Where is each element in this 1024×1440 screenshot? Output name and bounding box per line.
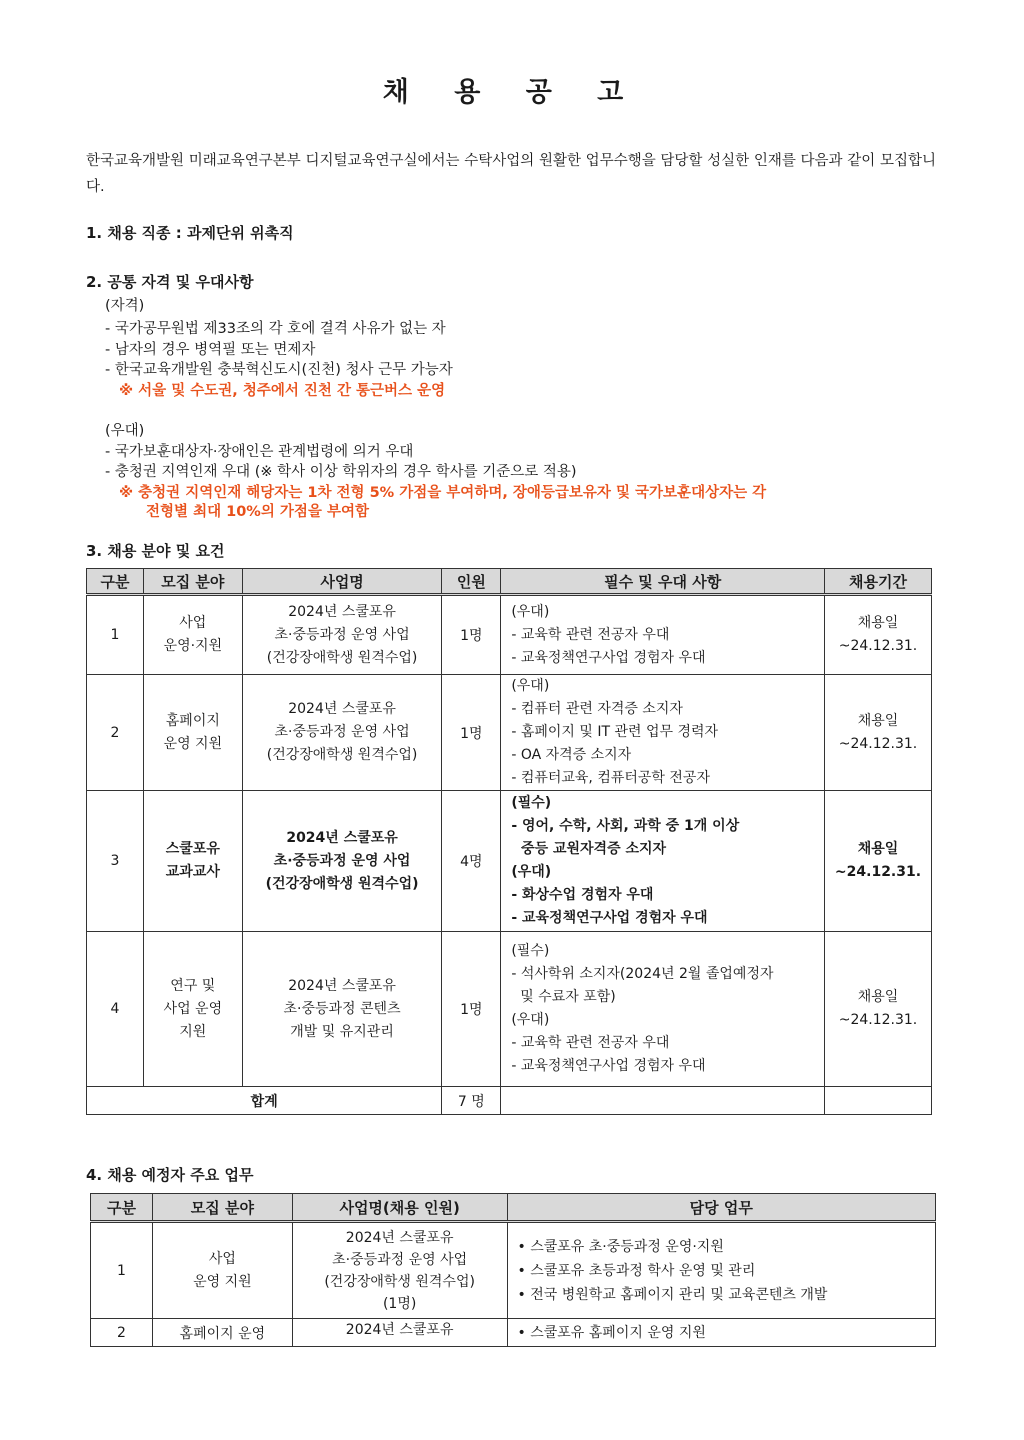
commute-bus-note: ※ 서울 및 수도권, 청주에서 진천 간 통근버스 운영 bbox=[119, 383, 446, 399]
header-field: 모집 분야 bbox=[143, 569, 242, 595]
row-field bbox=[143, 932, 242, 1087]
page-title: 채 용 공 고 bbox=[382, 77, 642, 108]
project-line: 초·중등과정 운영 사업 bbox=[332, 1251, 468, 1268]
qualification-label: (자격) bbox=[105, 298, 145, 314]
duties-header-no: 구분 bbox=[91, 1194, 153, 1222]
project-line: (건강장애학생 원격수업) bbox=[266, 747, 418, 763]
duties-header-duties: 담당 업무 bbox=[507, 1194, 935, 1222]
header-project: 사업명 bbox=[242, 569, 442, 595]
row-field bbox=[143, 675, 242, 791]
field-line: 교과교사 bbox=[165, 864, 220, 880]
period-line: 채용일 bbox=[857, 615, 899, 631]
req-line: - OA 자격증 소지자 bbox=[511, 747, 632, 763]
field-line: 운영 지원 bbox=[193, 1273, 252, 1290]
row-field bbox=[143, 791, 242, 932]
row-count: 1명 bbox=[442, 595, 501, 675]
field-line: 스쿨포유 bbox=[165, 841, 220, 857]
field-line: 사업 운영 bbox=[163, 1000, 223, 1017]
req-line: - 교육학 관련 전공자 우대 bbox=[511, 1035, 670, 1051]
bonus-note-line2: 전형별 최대 10%의 가점을 부여함 bbox=[146, 504, 369, 520]
req-line: - 교육정책연구사업 경험자 우대 bbox=[511, 649, 706, 666]
req-line: 중등 교원자격증 소지자 bbox=[511, 841, 667, 857]
row-project bbox=[242, 932, 442, 1087]
section1-heading: 1. 채용 직종 : 과제단위 위촉직 bbox=[86, 224, 294, 242]
row-requirements bbox=[501, 932, 825, 1087]
project-line: (건강장애학생 원격수업) bbox=[265, 875, 419, 892]
project-line: 2024년 스쿨포유 bbox=[286, 829, 398, 846]
section4-heading: 4. 채용 예정자 주요 업무 bbox=[86, 1166, 254, 1184]
row-period bbox=[825, 932, 932, 1087]
req-line: (우대) bbox=[511, 1012, 550, 1028]
period-line: 채용일 bbox=[857, 712, 899, 729]
total-label: 합계 bbox=[87, 1087, 442, 1115]
row-count: 1명 bbox=[442, 932, 501, 1087]
table-row bbox=[91, 1319, 936, 1347]
row-requirements bbox=[501, 595, 825, 675]
req-line: - 교육학 관련 전공자 우대 bbox=[511, 626, 670, 643]
field-line: 홈페이지 bbox=[165, 712, 220, 729]
duty-item: • 스쿨포유 홈페이지 운영 지원 bbox=[517, 1324, 706, 1341]
project-line: 2024년 스쿨포유 bbox=[288, 603, 396, 620]
period-line: 채용일 bbox=[857, 989, 899, 1005]
project-line: (건강장애학생 원격수업) bbox=[266, 649, 418, 666]
row-period bbox=[825, 675, 932, 791]
table-row bbox=[91, 1222, 936, 1319]
section2-heading: 2. 공통 자격 및 우대사항 bbox=[86, 273, 254, 291]
duties-header-project: 사업명(채용 인원) bbox=[292, 1194, 507, 1222]
req-line: (우대) bbox=[511, 678, 550, 694]
intro-paragraph: 한국교육개발원 미래교육연구본부 디지털교육연구실에서는 수탁사업의 원활한 업무수행을 담당할 성실한 인재를 다음과 같이 모집합니다. bbox=[86, 153, 936, 195]
req-line: - 컴퓨터교육, 컴퓨터공학 전공자 bbox=[511, 770, 710, 786]
duty-item: • 전국 병원학교 홈페이지 관리 및 교육콘텐츠 개발 bbox=[517, 1286, 828, 1303]
req-line: (우대) bbox=[511, 864, 552, 880]
period-line: 채용일 bbox=[857, 841, 899, 857]
period-line: ~24.12.31. bbox=[834, 864, 922, 880]
project-line: (건강장애학생 원격수업) bbox=[324, 1273, 475, 1290]
table-row bbox=[87, 791, 932, 932]
row-no: 2 bbox=[91, 1319, 153, 1347]
req-line: - 컴퓨터 관련 자격증 소지자 bbox=[511, 701, 683, 717]
field-line: 지원 bbox=[179, 1023, 207, 1040]
req-line: - 교육정책연구사업 경험자 우대 bbox=[511, 910, 708, 926]
qualification-item: - 남자의 경우 병역필 또는 면제자 bbox=[105, 342, 316, 358]
req-line: - 영어, 수학, 사회, 과학 중 1개 이상 bbox=[511, 818, 740, 834]
project-line: 2024년 스쿨포유 bbox=[345, 1229, 454, 1246]
table-row bbox=[87, 595, 932, 675]
row-project bbox=[242, 791, 442, 932]
row-field: 홈페이지 운영 bbox=[152, 1319, 292, 1347]
row-duties bbox=[507, 1319, 935, 1347]
recruitment-table bbox=[86, 568, 932, 1115]
project-line: 2024년 스쿨포유 bbox=[288, 701, 396, 717]
row-period bbox=[825, 791, 932, 932]
row-duties bbox=[507, 1222, 935, 1319]
field-line: 사업 bbox=[208, 1250, 236, 1267]
row-field bbox=[152, 1222, 292, 1319]
row-field bbox=[143, 595, 242, 675]
total-row bbox=[87, 1087, 932, 1115]
preference-label: (우대) bbox=[105, 423, 145, 439]
table-row bbox=[87, 932, 932, 1087]
qualification-item: - 한국교육개발원 충북혁신도시(진천) 청사 근무 가능자 bbox=[105, 362, 453, 378]
row-no: 3 bbox=[87, 791, 144, 932]
req-line: 및 수료자 포함) bbox=[511, 989, 616, 1005]
row-project bbox=[242, 675, 442, 791]
project-line: 초·중등과정 콘텐츠 bbox=[283, 1000, 401, 1017]
req-line: - 교육정책연구사업 경험자 우대 bbox=[511, 1058, 706, 1074]
req-line: - 석사학위 소지자(2024년 2월 졸업예정자 bbox=[511, 966, 774, 982]
row-requirements bbox=[501, 791, 825, 932]
row-no: 2 bbox=[87, 675, 144, 791]
req-line: - 화상수업 경험자 우대 bbox=[511, 887, 654, 903]
duties-table bbox=[90, 1193, 936, 1347]
project-line: 초·중등과정 운영 사업 bbox=[274, 626, 410, 643]
project-line: 개발 및 유지관리 bbox=[290, 1023, 394, 1040]
field-line: 운영·지원 bbox=[163, 638, 223, 654]
preference-item: - 국가보훈대상자·장애인은 관계법령에 의거 우대 bbox=[105, 444, 414, 460]
field-line: 연구 및 bbox=[170, 977, 216, 994]
qualification-item: - 국가공무원법 제33조의 각 호에 결격 사유가 없는 자 bbox=[105, 321, 446, 337]
row-project bbox=[292, 1222, 507, 1319]
req-line: (우대) bbox=[511, 603, 550, 620]
row-period bbox=[825, 595, 932, 675]
project-line: (1명) bbox=[382, 1295, 417, 1312]
header-count: 인원 bbox=[442, 569, 501, 595]
row-no: 1 bbox=[87, 595, 144, 675]
row-project: 2024년 스쿨포유 bbox=[292, 1319, 507, 1347]
row-count: 4명 bbox=[442, 791, 501, 932]
duty-item: • 스쿨포유 초·중등과정 운영·지원 bbox=[517, 1238, 724, 1255]
req-line: (필수) bbox=[511, 795, 552, 811]
req-line: (필수) bbox=[511, 943, 550, 959]
row-count: 1명 bbox=[442, 675, 501, 791]
row-project bbox=[242, 595, 442, 675]
preference-item: - 충청권 지역인재 우대 (※ 학사 이상 학위자의 경우 학사를 기준으로 적용) bbox=[105, 464, 577, 480]
row-no: 4 bbox=[87, 932, 144, 1087]
period-line: ~24.12.31. bbox=[838, 638, 918, 654]
duties-header-field: 모집 분야 bbox=[152, 1194, 292, 1222]
period-line: ~24.12.31. bbox=[838, 1012, 918, 1028]
field-line: 운영 지원 bbox=[163, 735, 223, 752]
field-line: 사업 bbox=[179, 615, 207, 631]
project-line: 초·중등과정 운영 사업 bbox=[273, 852, 411, 869]
period-line: ~24.12.31. bbox=[838, 735, 918, 752]
req-line: - 홈페이지 및 IT 관련 업무 경력자 bbox=[511, 724, 719, 740]
total-count: 7 명 bbox=[442, 1087, 501, 1115]
header-no: 구분 bbox=[87, 569, 144, 595]
project-line: 2024년 스쿨포유 bbox=[288, 977, 396, 994]
duty-item: • 스쿨포유 초등과정 학사 운영 및 관리 bbox=[517, 1262, 756, 1279]
section3-heading: 3. 채용 분야 및 요건 bbox=[86, 542, 225, 560]
table-row bbox=[87, 675, 932, 791]
header-period: 채용기간 bbox=[825, 569, 932, 595]
row-requirements bbox=[501, 675, 825, 791]
header-requirements: 필수 및 우대 사항 bbox=[501, 569, 825, 595]
project-line: 초·중등과정 운영 사업 bbox=[274, 724, 410, 740]
row-no: 1 bbox=[91, 1222, 153, 1319]
bonus-note-line1: ※ 충청권 지역인재 해당자는 1차 전형 5% 가점을 부여하며, 장애등급보유자 및 국가보훈대상자는 각 bbox=[119, 485, 767, 501]
